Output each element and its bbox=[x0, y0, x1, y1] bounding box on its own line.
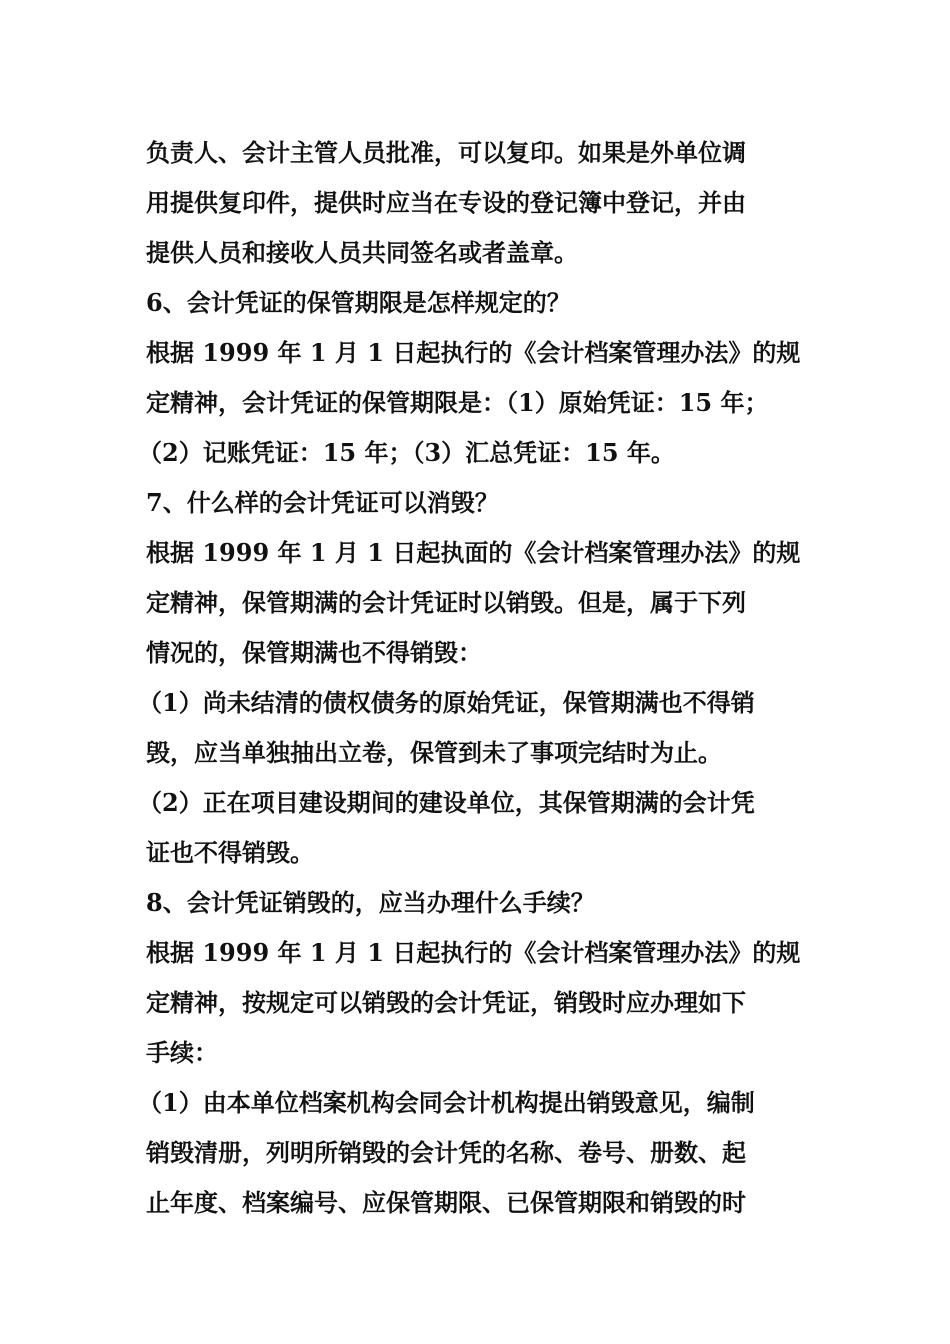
paragraph-line: 负责人、会计主管人员批准，可以复印。如果是外单位调 bbox=[146, 138, 746, 167]
list-item-line: 毁，应当单独抽出立卷，保管到未了事项完结时为止。 bbox=[146, 738, 722, 767]
list-item-line: （1）尚未结清的债权债务的原始凭证，保管期满也不得销 bbox=[138, 688, 755, 717]
question-heading-6: 6、会计凭证的保管期限是怎样规定的？ bbox=[146, 288, 571, 317]
paragraph-line: 根据 1999 年 1 月 1 日起执面的《会计档案管理办法》的规 bbox=[146, 538, 801, 567]
paragraph-line: 定精神，保管期满的会计凭证时以销毁。但是，属于下列 bbox=[146, 588, 746, 617]
paragraph-line: （2）记账凭证：15 年；（3）汇总凭证：15 年。 bbox=[138, 438, 675, 467]
document-body bbox=[138, 128, 810, 1228]
question-heading-7: 7、什么样的会计凭证可以消毁？ bbox=[146, 488, 499, 517]
paragraph-line: 手续： bbox=[146, 1038, 218, 1067]
paragraph-line: 根据 1999 年 1 月 1 日起执行的《会计档案管理办法》的规 bbox=[146, 938, 801, 967]
list-item-line: 销毁清册，列明所销毁的会计凭的名称、卷号、册数、起 bbox=[146, 1138, 746, 1167]
list-item-line: 证也不得销毁。 bbox=[146, 838, 314, 867]
paragraph-line: 根据 1999 年 1 月 1 日起执行的《会计档案管理办法》的规 bbox=[146, 338, 801, 367]
paragraph-line: 提供人员和接收人员共同签名或者盖章。 bbox=[146, 238, 578, 267]
paragraph-line: 定精神，会计凭证的保管期限是：（1）原始凭证：15 年； bbox=[146, 388, 769, 417]
paragraph-line: 定精神，按规定可以销毁的会计凭证，销毁时应办理如下 bbox=[146, 988, 746, 1017]
list-item-line: 止年度、档案编号、应保管期限、已保管期限和销毁的时 bbox=[146, 1188, 746, 1217]
question-heading-8: 8、会计凭证销毁的，应当办理什么手续？ bbox=[146, 888, 595, 917]
paragraph-line: 情况的，保管期满也不得销毁： bbox=[146, 638, 482, 667]
list-item-line: （2）正在项目建设期间的建设单位，其保管期满的会计凭 bbox=[138, 788, 755, 817]
list-item-line: （1）由本单位档案机构会同会计机构提出销毁意见，编制 bbox=[138, 1088, 755, 1117]
paragraph-line: 用提供复印件，提供时应当在专设的登记簿中登记，并由 bbox=[146, 188, 746, 217]
